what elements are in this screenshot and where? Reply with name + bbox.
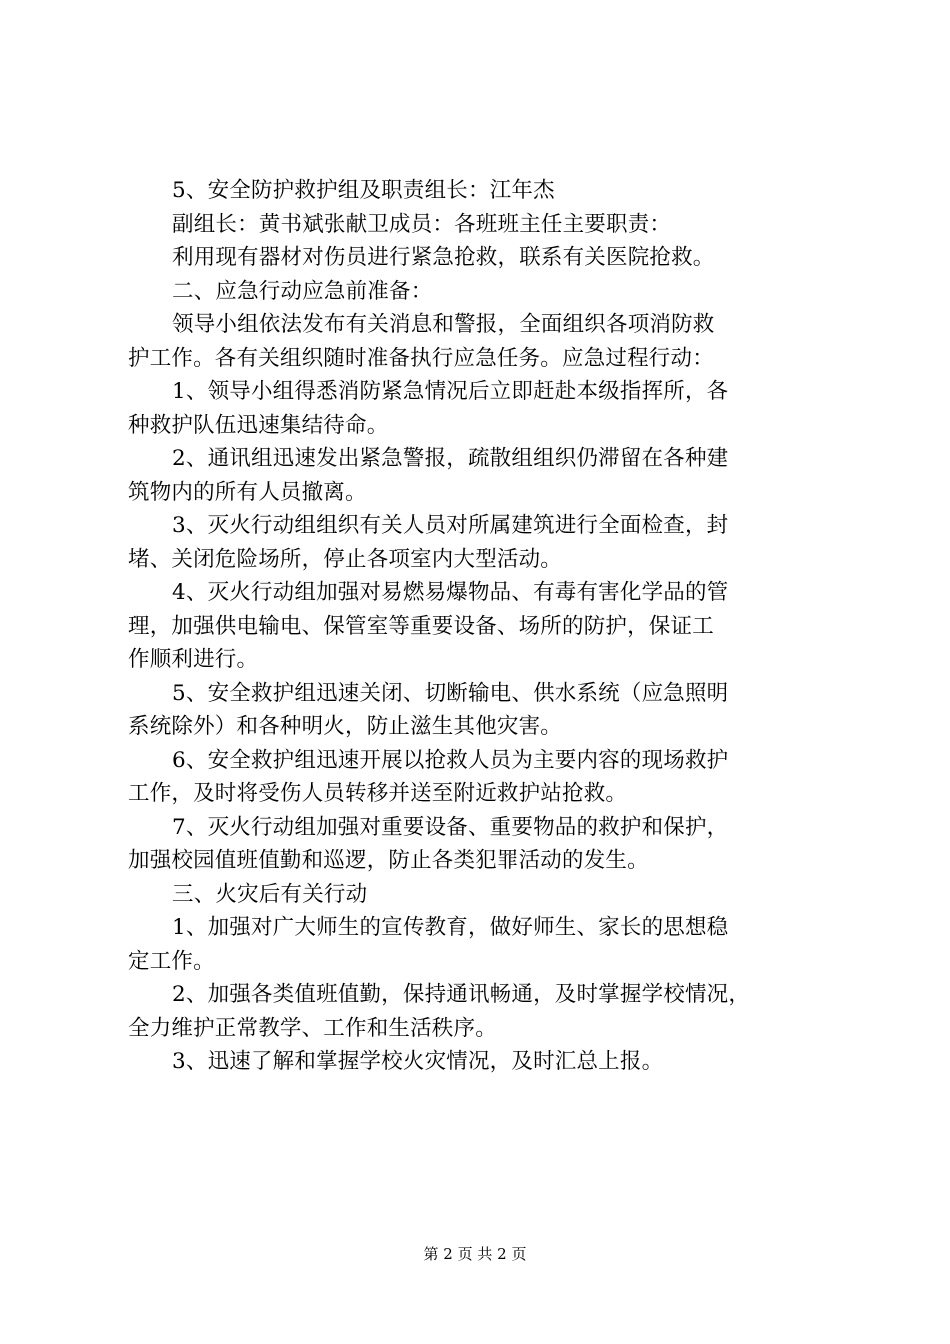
document-line: 作顺利进行。 (128, 647, 259, 672)
document-line: 2、通讯组迅速发出紧急警报，疏散组组织仍滞留在各种建 (172, 446, 729, 471)
document-line: 堵、关闭危险场所，停止各项室内大型活动。 (128, 546, 563, 572)
document-line: 工作，及时将受伤人员转移并送至附近救护站抢救。 (128, 781, 628, 806)
document-line: 三、火灾后有关行动 (172, 881, 368, 907)
document-line: 6、安全救护组迅速开展以抢救人员为主要内容的现场救护 (172, 747, 729, 773)
document-line: 3、迅速了解和掌握学校火灾情况，及时汇总上报。 (172, 1049, 664, 1074)
document-line: 领导小组依法发布有关消息和警报，全面组织各项消防救 (172, 312, 715, 337)
document-line: 加强校园值班值勤和巡逻，防止各类犯罪活动的发生。 (128, 848, 649, 873)
document-line: 护工作。各有关组织随时准备执行应急任务。应急过程行动： (128, 345, 714, 371)
document-line: 1、领导小组得悉消防紧急情况后立即赶赴本级指挥所，各 (172, 379, 729, 404)
document-line: 筑物内的所有人员撤离。 (128, 479, 367, 505)
document-body (128, 174, 838, 1079)
document-line: 1、加强对广大师生的宣传教育，做好师生、家长的思想稳 (172, 915, 729, 940)
document-line: 二、应急行动应急前准备： (172, 278, 433, 304)
document-line: 5、安全救护组迅速关闭、切断输电、供水系统（应急照明 (172, 680, 729, 706)
document-line: 2、加强各类值班值勤，保持通讯畅通，及时掌握学校情况， (172, 982, 751, 1007)
document-line: 定工作。 (128, 948, 215, 974)
document-line: 5、安全防护救护组及职责组长：江年杰 (172, 178, 555, 203)
document-line: 全力维护正常教学、工作和生活秩序。 (128, 1015, 497, 1041)
document-line: 4、灭火行动组加强对易燃易爆物品、有毒有害化学品的管 (172, 580, 729, 605)
document-line: 副组长：黄书斌张献卫成员：各班班主任主要职责： (172, 211, 672, 237)
document-line: 系统除外）和各种明火，防止滋生其他灾害。 (128, 714, 563, 739)
document-line: 利用现有器材对伤员进行紧急抢救，联系有关医院抢救。 (172, 245, 715, 270)
page-footer: 第 2 页 共 2 页 (423, 1245, 527, 1263)
document-line: 3、灭火行动组组织有关人员对所属建筑进行全面检查，封 (172, 513, 729, 538)
document-line: 种救护队伍迅速集结待命。 (128, 412, 389, 438)
document-line: 理，加强供电输电、保管室等重要设备、场所的防护，保证工 (128, 613, 714, 639)
document-line: 7、灭火行动组加强对重要设备、重要物品的救护和保护， (172, 814, 729, 840)
